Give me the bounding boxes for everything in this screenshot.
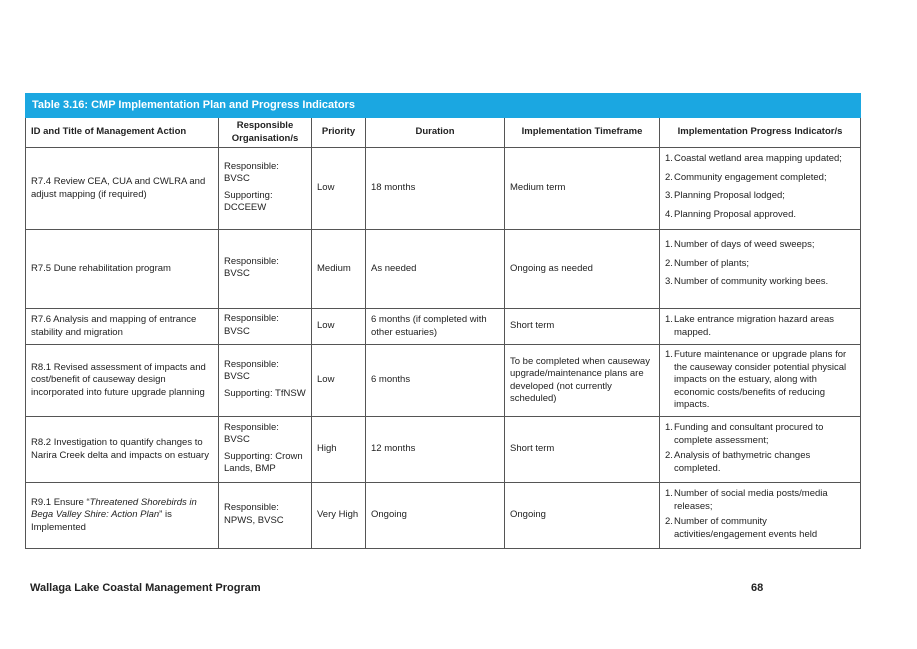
header-action: ID and Title of Management Action: [26, 118, 219, 148]
indicator-list: [665, 153, 855, 221]
timeframe-cell: Short term: [505, 417, 660, 483]
duration-cell: 12 months: [366, 417, 505, 483]
action-cell: R9.1 Ensure “Threatened Shorebirds in Bega Valley Shire: Action Plan” is Implemented: [26, 483, 219, 549]
indicators-cell: [660, 483, 861, 549]
header-timeframe: Implementation Timeframe: [505, 118, 660, 148]
list-item: 4. Planning Proposal approved.: [665, 208, 797, 220]
table-row: [26, 483, 861, 549]
indicator-list: [665, 349, 855, 412]
table-header-row: [26, 118, 861, 148]
org-line: Responsible: BVSC: [224, 160, 279, 184]
table-row: [26, 345, 861, 417]
table-row: [26, 309, 861, 345]
duration-cell: 6 months (if completed with other estuaries): [366, 309, 505, 345]
table-row: [26, 417, 861, 483]
org-line: Supporting: DCCEEW: [224, 189, 273, 213]
indicators-cell: [660, 417, 861, 483]
duration-cell: Ongoing: [366, 483, 505, 549]
list-item: 1. Future maintenance or upgrade plans for the causeway consider potential physical impacts on the estuary, along with economic costs/benefits of reducing impacts.: [665, 349, 847, 411]
indicator-list: [665, 422, 855, 475]
list-item: 2. Community engagement completed;: [665, 171, 827, 183]
list-item: 3. Number of community working bees.: [665, 276, 829, 287]
org-line: Supporting: TfNSW: [224, 387, 306, 399]
duration-cell: 18 months: [366, 148, 505, 230]
org-cell: [219, 230, 312, 309]
indicators-cell: [660, 345, 861, 417]
org-line: Responsible: BVSC: [224, 255, 279, 279]
list-item: 2. Analysis of bathymetric changes completed.: [665, 450, 811, 474]
action-cell: R7.6 Analysis and mapping of entrance stability and migration: [26, 309, 219, 345]
plan-title-italic: Threatened Shorebirds in Bega Valley Shire: Action Plan: [31, 496, 197, 521]
org-line: Responsible: NPWS, BVSC: [224, 502, 284, 526]
org-line: Responsible: BVSC: [224, 421, 279, 445]
org-line: Responsible: BVSC: [224, 358, 279, 383]
list-item: 1. Funding and consultant procured to complete assessment;: [665, 422, 824, 446]
action-cell: R7.5 Dune rehabilitation program: [26, 230, 219, 309]
duration-cell: 6 months: [366, 345, 505, 417]
priority-cell: Medium: [312, 230, 366, 309]
action-cell: R7.4 Review CEA, CUA and CWLRA and adjust mapping (if required): [26, 148, 219, 230]
implementation-plan-table: [25, 93, 861, 549]
list-item: 1. Coastal wetland area mapping updated;: [665, 153, 842, 164]
list-item: 2. Number of plants;: [665, 257, 749, 269]
org-line: Responsible: BVSC: [224, 313, 279, 337]
action-cell: R8.1 Revised assessment of impacts and cost/benefit of causeway design incorporated into future upgrade planning: [26, 345, 219, 417]
action-cell: R8.2 Investigation to quantify changes to Narira Creek delta and impacts on estuary: [26, 417, 219, 483]
priority-cell: Low: [312, 309, 366, 345]
indicator-list: [665, 488, 855, 541]
header-duration: Duration: [366, 118, 505, 148]
priority-cell: Low: [312, 148, 366, 230]
table-row: [26, 148, 861, 230]
header-indicators: Implementation Progress Indicator/s: [660, 118, 861, 148]
timeframe-cell: Medium term: [505, 148, 660, 230]
priority-cell: Very High: [312, 483, 366, 549]
header-priority: Priority: [312, 118, 366, 148]
org-cell: [219, 345, 312, 417]
indicators-cell: [660, 309, 861, 345]
header-org: Responsible Organisation/s: [219, 118, 312, 148]
timeframe-cell: To be completed when causeway upgrade/maintenance plans are developed (not currently scheduled): [505, 345, 660, 417]
list-item: 2. Number of community activities/engagement events held: [665, 516, 818, 540]
org-cell: [219, 417, 312, 483]
indicators-cell: [660, 230, 861, 309]
org-cell: [219, 309, 312, 345]
org-cell: [219, 483, 312, 549]
timeframe-cell: Short term: [505, 309, 660, 345]
list-item: 1. Number of social media posts/media releases;: [665, 488, 828, 512]
indicator-list: [665, 239, 855, 289]
table-row: [26, 230, 861, 309]
timeframe-cell: Ongoing as needed: [505, 230, 660, 309]
priority-cell: Low: [312, 345, 366, 417]
footer-page-number: 68: [751, 582, 764, 594]
org-line: Supporting: Crown Lands, BMP: [224, 450, 303, 474]
priority-cell: High: [312, 417, 366, 483]
timeframe-cell: Ongoing: [505, 483, 660, 549]
duration-cell: As needed: [366, 230, 505, 309]
indicators-cell: [660, 148, 861, 230]
org-cell: [219, 148, 312, 230]
indicator-list: [665, 314, 855, 339]
footer-document-title: Wallaga Lake Coastal Management Program: [30, 582, 261, 594]
list-item: 3. Planning Proposal lodged;: [665, 190, 785, 201]
list-item: 1. Number of days of weed sweeps;: [665, 239, 815, 250]
list-item: 1. Lake entrance migration hazard areas mapped.: [665, 314, 835, 338]
table-caption: Table 3.16: CMP Implementation Plan and Progress Indicators: [26, 94, 861, 118]
